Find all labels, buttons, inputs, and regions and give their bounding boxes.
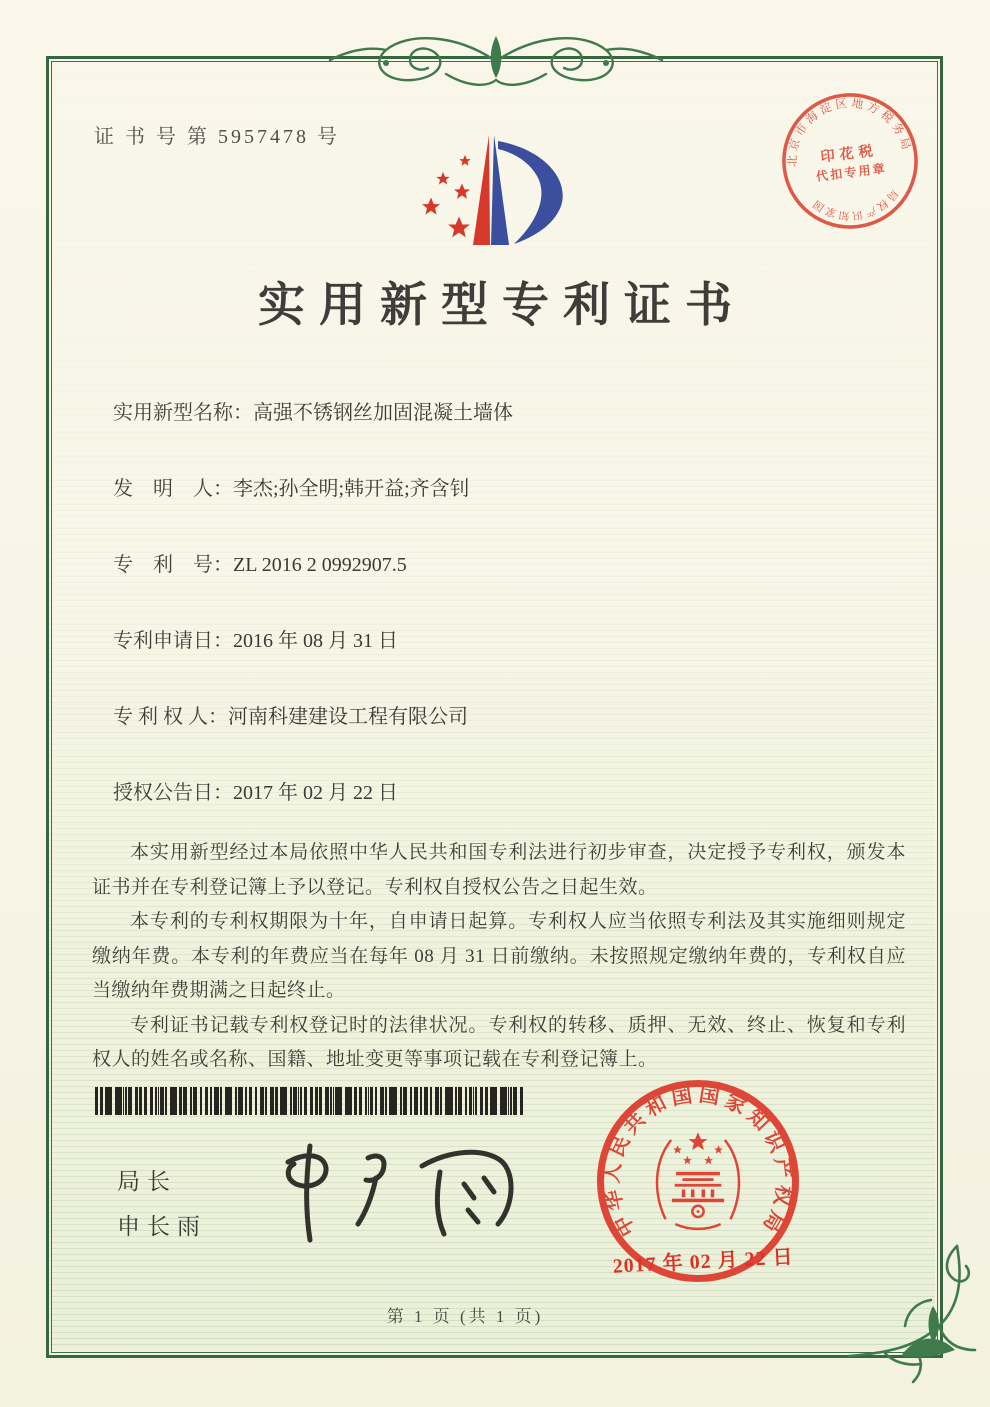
field-row-inventors: [113, 478, 513, 500]
field-label: 实用新型名称：: [113, 402, 253, 424]
body-paragraph-2: 本专利的专利权期限为十年，自申请日起算。专利权人应当依照专利法及其实施细则规定缴纳年费。本专利的年费应当在每年 08 月 31 日前缴纳。未按照规定缴纳年费的，专利权自应当缴纳年费期满之日起终止。: [92, 911, 906, 1001]
field-value: 李杰;孙全明;韩开益;齐含钊: [233, 478, 470, 500]
field-row-patent-number: [113, 554, 513, 576]
signature-handwriting: [272, 1128, 527, 1253]
signature-name: 申长雨: [117, 1214, 207, 1239]
cnipa-logo: [418, 131, 573, 251]
field-row-name: [113, 402, 513, 424]
logo-blue-spire: [491, 135, 509, 245]
field-label: 专 利 号：: [113, 554, 233, 576]
tax-stamp-arc-bottom: 局权产识知家国: [810, 187, 900, 221]
seal-date: 2017 年 02 月 22 日: [612, 1246, 795, 1278]
body-paragraph-1: 本实用新型经过本局依照中华人民共和国专利法进行初步审查，决定授予专利权，颁发本证书并在专利登记簿上予以登记。专利权自授权公告之日起生效。: [92, 842, 906, 898]
field-value: 2017 年 02 月 22 日: [233, 782, 398, 804]
field-row-filing-date: [113, 630, 513, 652]
tax-stamp: [771, 82, 929, 240]
seal-arc-text: 中华人民共和国国家知识产权局: [601, 1084, 795, 1240]
barcode: [95, 1087, 523, 1115]
logo-stars: [422, 155, 471, 237]
legal-text: [92, 836, 906, 1078]
tax-stamp-arc-top: 北京市海淀区地方税务局: [785, 96, 914, 167]
certificate-number: 证 书 号 第 5957478 号: [94, 126, 340, 148]
field-value: ZL 2016 2 0992907.5: [233, 554, 407, 576]
field-value: 2016 年 08 月 31 日: [233, 630, 398, 652]
field-label: 发 明 人：: [113, 478, 233, 500]
logo-blue-bowl: [498, 141, 563, 244]
page-footer: 第 1 页 (共 1 页): [386, 1307, 544, 1326]
field-row-patentee: [113, 706, 513, 728]
field-row-grant-date: [113, 782, 513, 804]
field-list: [113, 402, 513, 858]
logo-red-spire: [473, 135, 490, 245]
field-label: 专利申请日：: [113, 630, 233, 652]
field-value: 高强不锈钢丝加固混凝土墙体: [253, 402, 513, 424]
tax-stamp-line2: 代扣专用章: [815, 161, 888, 184]
field-label: 授权公告日：: [113, 782, 233, 804]
field-label: 专 利 权 人：: [113, 706, 228, 728]
top-border-ornament: [326, 30, 666, 94]
tax-stamp-line1: 印花税: [819, 142, 879, 166]
signature-title: 局长: [117, 1169, 177, 1194]
field-value: 河南科建建设工程有限公司: [228, 706, 468, 728]
body-paragraph-3: 专利证书记载专利权登记时的法律状况。专利权的转移、质押、无效、终止、恢复和专利权人的姓名或名称、国籍、地址变更等事项记载在专利登记簿上。: [92, 1014, 906, 1070]
page-title: 实用新型专利证书: [258, 280, 746, 332]
seal-emblem: [657, 1132, 739, 1229]
